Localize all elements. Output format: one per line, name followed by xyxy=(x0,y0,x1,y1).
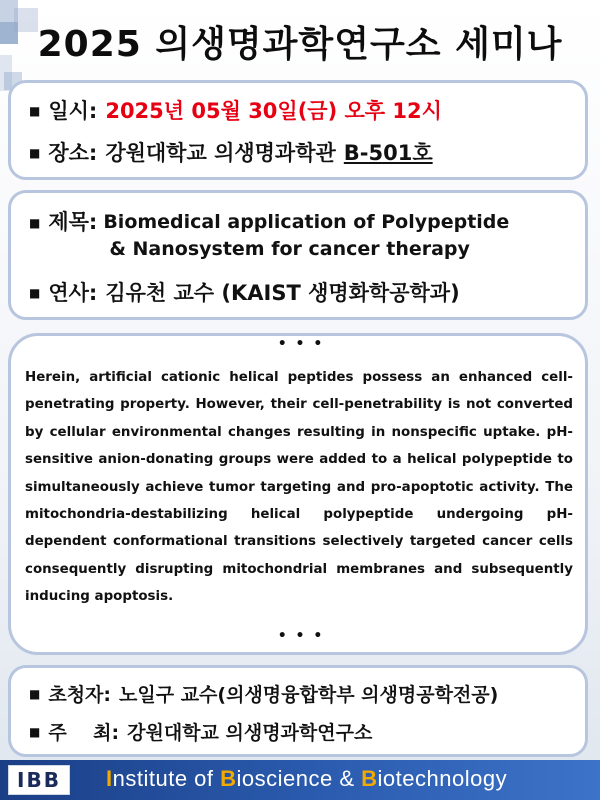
institute-cap-3: B xyxy=(361,766,378,791)
place-value: 강원대학교 의생명과학관 xyxy=(105,141,336,165)
place-row xyxy=(29,137,433,167)
host-row xyxy=(29,680,498,707)
institute-cap-2: B xyxy=(220,766,237,791)
topic-row xyxy=(29,209,509,263)
schedule-box xyxy=(8,80,588,180)
talk-box xyxy=(8,190,588,320)
topic-text xyxy=(103,209,509,263)
place-room: B-501호 xyxy=(343,141,433,165)
host-label: 초청자: xyxy=(48,684,112,706)
bullet-icon: ■ xyxy=(29,725,41,739)
ibb-logo xyxy=(8,765,70,795)
abstract-box xyxy=(8,333,588,655)
place-label: 장소: xyxy=(48,141,98,165)
organizer-label: 주 최: xyxy=(48,722,120,744)
topic-line-2: & Nanosystem for cancer therapy xyxy=(109,238,470,260)
speaker-label: 연사: xyxy=(48,281,98,305)
institute-cap-1: I xyxy=(106,766,113,791)
abstract-text: Herein, artificial cationic helical peptides possess an enhanced cell-penetrating property. However, their cell-penetrability is not converted by cellular environmental changes resulting in nonspecific uptake. pH-sensitive anion-donating groups were added to a helical polypeptide to simultaneously achieve tumor targeting and pro-apoptotic activity. The mitochondria-destabilizing helical polypeptide undergoing pH-dependent conformational transitions selectively targeted cancer cells consequently disrupting mitochondrial membranes and subsequently inducing apoptosis. xyxy=(25,370,573,605)
institute-rest-2: ioscience & xyxy=(236,766,362,791)
ellipsis-top: • • • xyxy=(277,336,325,352)
seminar-title: 2025 의생명과학연구소 세미나 xyxy=(37,24,563,65)
institute-name xyxy=(106,766,507,792)
date-label: 일시: xyxy=(48,99,98,123)
date-value: 2025년 05월 30일(금) 오후 12시 xyxy=(105,99,442,123)
speaker-row xyxy=(29,277,460,307)
bullet-icon: ■ xyxy=(29,286,41,300)
bullet-icon: ■ xyxy=(29,146,41,160)
host-box xyxy=(8,665,588,757)
ellipsis-bottom: • • • xyxy=(277,628,325,644)
topic-line-1: Biomedical application of Polypeptide xyxy=(103,211,510,233)
host-value: 노일구 교수(의생명융합학부 의생명공학전공) xyxy=(119,684,499,706)
logo-text: IBB xyxy=(17,768,61,792)
organizer-row xyxy=(29,718,372,745)
bullet-icon: ■ xyxy=(29,687,41,701)
organizer-value: 강원대학교 의생명과학연구소 xyxy=(127,722,373,744)
speaker-value: 김유천 교수 (KAIST 생명화학공학과) xyxy=(105,281,460,305)
institute-rest-1: nstitute of xyxy=(112,766,221,791)
bullet-icon: ■ xyxy=(29,216,41,230)
topic-label: 제목: xyxy=(48,210,98,234)
date-row xyxy=(29,95,442,125)
institute-rest-3: iotechnology xyxy=(377,766,508,791)
bullet-icon: ■ xyxy=(29,104,41,118)
